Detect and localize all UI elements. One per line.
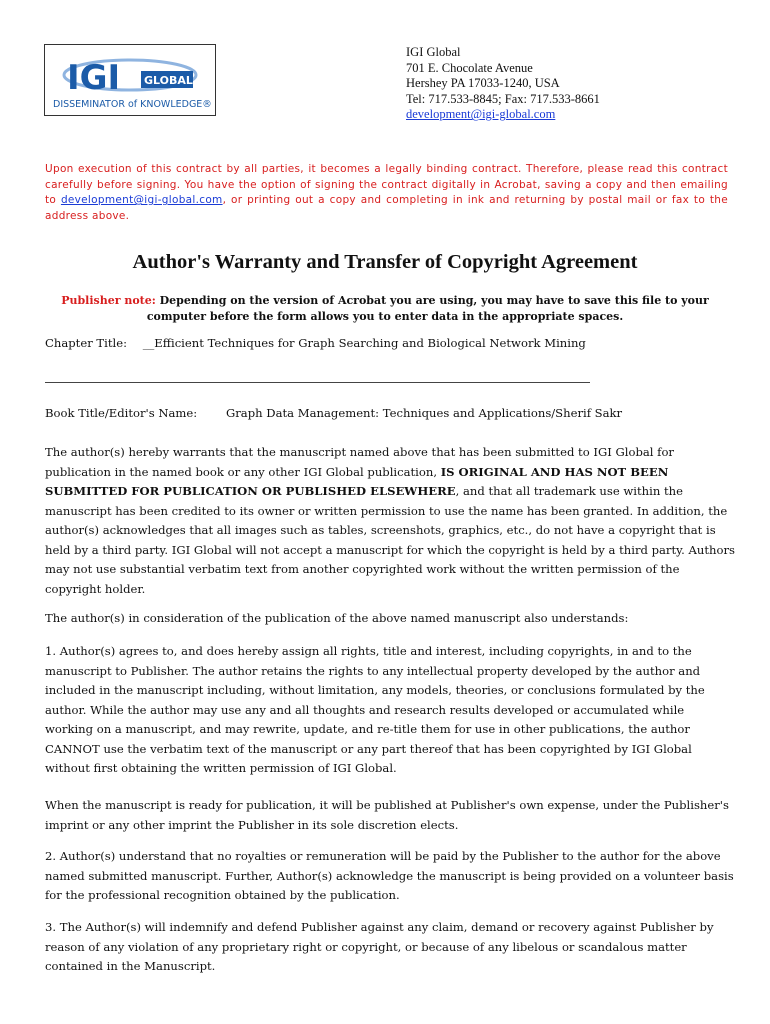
- clause-3: 3. The Author(s) will indemnify and defend Publisher against any claim, demand or recovery against Publisher by reason of any violation of any proprietary right or copyright, or because of any libelous or scandalous matter contained in the Manuscript.: [45, 920, 714, 973]
- address-name: IGI Global: [406, 45, 461, 59]
- chapter-title-field[interactable]: __Efficient Techniques for Graph Searching and Biological Network Mining: [142, 336, 586, 350]
- publisher-note-text: Depending on the version of Acrobat you are using, you may have to save this file to your computer before the form allows you to enter data in the appropriate spaces.: [146, 294, 709, 323]
- logo-tagline: DISSEMINATOR of KNOWLEDGE®: [53, 99, 212, 110]
- publisher-note: [50, 293, 720, 325]
- legal-notice: [45, 162, 728, 224]
- igi-global-logo: [44, 44, 216, 116]
- clause-1: 1. Author(s) agrees to, and does hereby assign all rights, title and interest, including copyrights, in and to the manuscript to Publisher. The author retains the rights to any intellectual property developed by the author and included in the manuscript including, without limitation, any models, theories, or conclusions formulated by the author. While the author may use any and all thoughts and research results developed or accumulated while working on a manuscript, and may rewrite, update, and re-title them for use in other publications, the author CANNOT use the verbatim text of the manuscript or any part thereof that has been copyrighted by IGI Global without first obtaining the written permission of IGI Global.: [45, 644, 705, 775]
- address-email-link[interactable]: development@igi-global.com: [406, 107, 556, 122]
- publication-paragraph: When the manuscript is ready for publication, it will be published at Publisher's own expense, under the Publisher's imprint or any other imprint the Publisher in its sole discretion elects.: [45, 798, 729, 832]
- warranty-paragraph: [45, 443, 735, 599]
- book-title-row: [45, 406, 622, 420]
- logo-igi-text: IGI: [67, 58, 121, 98]
- logo-global-text: GLOBAL: [144, 74, 193, 87]
- publisher-note-label: Publisher note:: [61, 294, 156, 307]
- underline-rule: [45, 382, 590, 383]
- book-title-field[interactable]: Graph Data Management: Techniques and Applications/Sherif Sakr: [226, 406, 623, 420]
- address-city: Hershey PA 17033-1240, USA: [406, 76, 560, 91]
- understands-paragraph: The author(s) in consideration of the publication of the above named manuscript also understands:: [45, 611, 629, 625]
- notice-text-2: , or printing out a copy and completing in ink and returning by postal mail or fax to the address above.: [45, 194, 728, 222]
- chapter-title-row: [45, 336, 586, 350]
- warranty-text-2: , and that all trademark use within the manuscript has been credited to its owner or written permission to use the name has been granted. In addition, the author(s) acknowledges that all images such as tables, screenshots, graphics, etc., do not have a copyright that is held by a third party. IGI Global will not accept a manuscript for which the copyright is held by a third party. Authors may not use substantial verbatim text from another copyrighted work without the written permission of the copyright holder.: [45, 484, 735, 596]
- notice-text-1: Upon execution of this contract by all parties, it becomes a legally binding contract. Therefore, please read this contract carefully before signing. You have the option of signing the contract digitally in Acrobat, saving a copy and then emailing to: [45, 163, 728, 207]
- clause-2: 2. Author(s) understand that no royalties or remuneration will be paid by the Publisher to the author for the above named submitted manuscript. Further, Author(s) acknowledge the manuscript is being provided on a volunteer basis for the professional recognition obtained by the publication.: [45, 849, 734, 902]
- chapter-title-label: Chapter Title:: [45, 336, 127, 350]
- publisher-address: [406, 45, 600, 123]
- book-title-label: Book Title/Editor's Name:: [45, 406, 198, 420]
- address-phone: Tel: 717.533-8845; Fax: 717.533-8661: [406, 91, 600, 106]
- address-street: 701 E. Chocolate Avenue: [406, 60, 533, 75]
- warranty-bold: IS ORIGINAL AND HAS NOT BEEN SUBMITTED FOR PUBLICATION OR PUBLISHED ELSEWHERE: [45, 464, 669, 498]
- warranty-text-1: The author(s) hereby warrants that the manuscript named above that has been submitted to IGI Global for publication in the named book or any other IGI Global publication,: [45, 445, 674, 479]
- notice-email-link[interactable]: development@igi-global.com: [60, 194, 223, 207]
- page-title: Author's Warranty and Transfer of Copyright Agreement: [132, 251, 638, 273]
